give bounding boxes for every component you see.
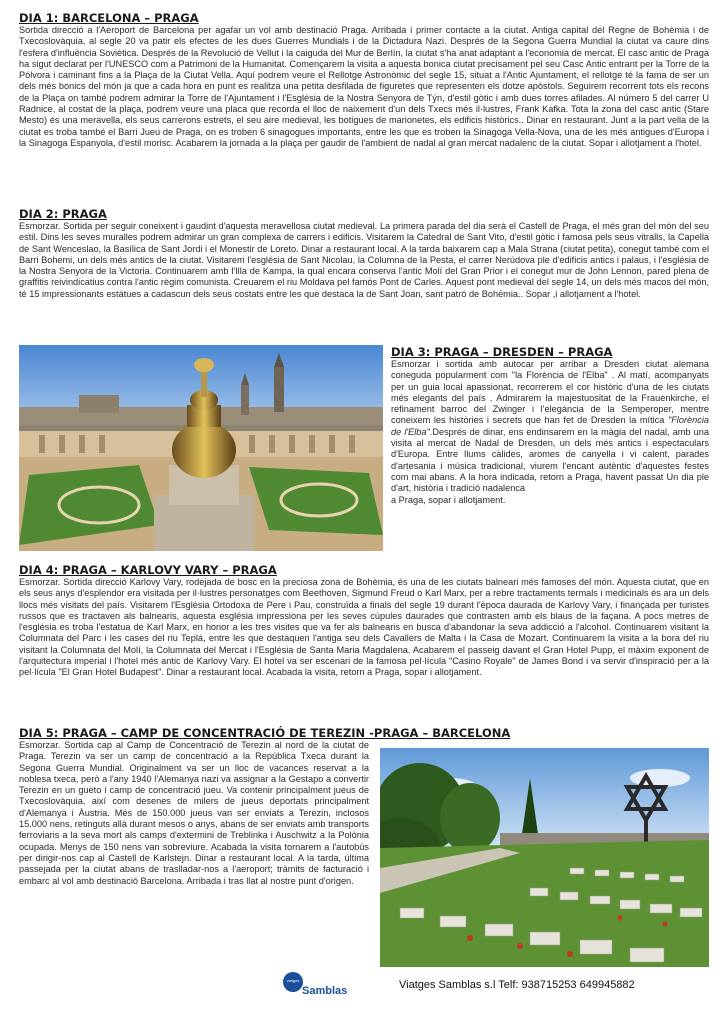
terezin-memorial-photo (380, 748, 709, 967)
day-1-text: Sortida direcció a l'Aeroport de Barcelona per agafar un vol amb destinació Praga. Arribada i primer contacte a la ciutat. Antiga capital del Regne de Bohèmia i de Txecoslovàquia, al segle 20 va patir els efectes de les dues Guerres Mundials i de la Dictadura Nazi. Després de la Segona Guerra Mundial la ciutat va caure dins l'esfera d'influència Soviètica. Després de la Revolució de Vellut i la caiguda del Mur de Berlín, la ciutat s'ha anat adaptant a l'economia de mercat. El casc antic de Praga ha sigut declarat per l'UNESCO com a Patrimoni de la Humanitat. Començarem la visita a aquesta bonica ciutat precisament pel seu Casc Antic entrant per la Torre de la Pólvora i caminant fins a la Plaça de la Ciutat Vella. Aquí podrem veure el Rellotge Astronòmic del segle 15, situat a l'Antic Ajuntament, el rellotge té la fama de ser un dels més bonics del món ja que a cada hora en punt es realitza una petita desfilada de figuretes que representen els dotze apòstols. Seguirem recorrent tots els recons de la Plaça on també podrem admirar la Torre de l'Ajuntament i l'Església de la Nostra Senyora de Týn, d'estil gòtic i amb dues torres afilades. Al número 5 del carrer U Radnice, al costat de la plaça, podrem veure una placa que recorda el lloc de naixement d'un dels Txecs més il·lustres, Frank Kafka. Tota la zona del casc antic (Stare Mesto) és una meravella, els seus carrerons estrets, el seu aire medieval, les botigues de marionetes, els edificis històrics.. Dinar en restaurant. Junt a la part vella de la ciutat es troba també el Barri Jueu de Praga, on es troben 6 sinagogues importants, entre les que es troben la Sinagoga Vella-Nova, una de les més antigues d'Europa i la Sinagoga Espanyola, d'estil morisc. Acabarem la jornada a la plaça per gaudir de l'ambient de nadal al gran mercat nadalenc de la ciutat. Sopar i allotjament a l'hotel. (19, 25, 709, 148)
day-2-title: DIA 2: PRAGA (19, 207, 107, 221)
day-4-text: Esmorzar. Sortida direcció Karlovy Vary, rodejada de bosc en la preciosa zona de Bohèmia, és una de les ciutats balneari més famoses del món. Aquesta ciutat, que en els seus anys d'esplendor era visitada per il·lustres personatges com Beethoven, Sigmund Freud o Karl Marx, per a rebre tractaments termals i medicinals és ara un dels llocs més visitats del país. Visitarem l'Església Ortodoxa de Pere i Pau, construïda a finals del segle 19 durant l'època daurada de Karlovy Vary, i finançada per turistes russos que es tractaven als balnearis, aquesta església impressiona per les seves cúpules daurades que contrasten amb els blaus de la façana. A pocs metres de l'església es troba l'estatua de Karl Marx, en honor a les tres visites que va fer als balnearis en busca d'abandonar la seva addicció a l'alcohol. Continuarem visitant la Columnata del Parc i les cases del riu Teplá, entre les que destaquen l'antiga seu dels Cavallers de Malta i la Casa de Mozart. Continuarem la visita a la bora del riu visitant la Columnata del Molí, la Columnata del Mercat i l'Església de Santa Maria Magdalena. Acabarem el passeig davant el Gran Hotel Pupp, el màxim exponent de l'arquitectura imperial i l'hotel més antic de Karlovy Vary. El hotel va ser escenari de la famosa pel·lícula "Casino Royale" de James Bond i va servir d'inspiració per a la pel·lícula "El Gran Hotel Budapest". Dinar a restaurant local. Acabada la visita, retorn a Praga, sopar i allotjament. (19, 577, 709, 678)
day-4-section (19, 563, 709, 679)
samblas-logo (282, 968, 352, 998)
samblas-logo-mark (282, 968, 352, 998)
day-3-section (391, 345, 709, 506)
day-4-title: DIA 4: PRAGA – KARLOVY VARY – PRAGA (19, 563, 277, 577)
day-3-text-emphasis: "Florència de l'Elba" (391, 415, 709, 437)
day-5-section (19, 726, 511, 887)
day-2-section (19, 207, 709, 300)
day-3-text-part-a: Esmorzar i sortida amb autocar per arribar a Dresden ciutat alemana coneguda popularment com "la Florència de l'Elba" . Al matí, acompanyats per un guia local apassionat, recorrerem el cor històric d'una de les ciutats més elegants del país . Admirarem la majestuositat de la Frauenkirche, el refinament barroc del Zwinger i l'elegància de la Semperoper, mentre coneixem les històries i secrets que han fet de Dresden la mítica (391, 359, 709, 426)
day-5-title: DIA 5: PRAGA – CAMP DE CONCENTRACIÓ DE TEREZIN -PRAGA – BARCELONA (19, 726, 511, 740)
day-3-text-closing: a Praga, sopar i allotjament. (391, 494, 506, 505)
footer-contact: Viatges Samblas s.l Telf: 938715253 649945882 (399, 979, 635, 991)
day-1-title: DIA 1: BARCELONA – PRAGA (19, 11, 199, 25)
logo-small-text: viatges (286, 978, 300, 983)
dresden-zwinger-illustration (19, 345, 383, 551)
day-3-title: DIA 3: PRAGA – DRESDEN – PRAGA (391, 345, 613, 359)
day-5-text: Esmorzar. Sortida cap al Camp de Concentració de Terezin al nord de la ciutat de Praga. Terezin va ser un camp de concentració a la República Txeca durant la Segona Guerra Mundial. Originalment va ser un lloc de vacances reservat a la noblesa txeca, però a l'any 1940 l'Alemanya nazi va assignar a la Gestapo a convertir Terezin en un gueto i camp de concentració jueu. Va contenir principalment jueus de Txecoslovàquia, així com desenes de milers de jueus deportats principalment d'Alemanya i Àustria. Més de 150.000 jueus van ser enviats a Terezin, inclosos 15.000 nens, retinguts allà durant mesos o anys, abans de ser enviats amb transports ferroviaris a la seva mort als camps d'extermini de Treblinka i Auschwitz a la Polònia ocupada. Menys de 150 nens van sobreviure. Acabada la visita tornarem a l'autobús per dirigir-nos cap al Castell de Karlstejn. Dinar a restaurant local. A la tarda, última passejada per la ciutat abans de traslladar-nos a l'aeroport; tràmits de facturació i embarc al vol amb destinació Barcelona. Arribada i tras llat al nostre punt d'origen. (19, 740, 369, 886)
day-3-text-part-b: .Després de dinar, ens endinsarem en la màgia del nadal, amb una visita al mercat de Nadal de Dresden, un dels més antics i espectaculars d'Europa. Entre llums càlides, aromes de canyella i vi calent, parades d'artesania i música tradicional, viurem l'encant autèntic d'aquestes festes com mai abans. A la hora indicada, retorn a Praga, havent passat Un dia ple d'art, història i tradició nadalenca (391, 426, 709, 494)
day-1-section (19, 11, 709, 149)
logo-brand-text: Samblas (302, 985, 348, 997)
day-3-text (391, 359, 709, 495)
dresden-zwinger-photo (19, 345, 383, 551)
day-2-text: Esmorzar. Sortida per seguir coneixent i gaudint d'aquesta meravellosa ciutat medieval. La primera parada del dia serà el Castell de Praga, el més gran del món del seu estil. Dins les seves muralles podrem admirar un gran complexa de carrers i edificis. Visitarem la Catedral de Sant Vito, d'estil gòtic i famosa pels seus vitralls, la Capella de Sant Wenceslao, la Basílica de Sant Jordi i el Monestir de Loreto. Dinar a restaurant local. A la tarda baixarem cap a Mala Strana (ciutat petita), conegut també com el Barri Bohemi, un dels més antics de la ciutat. Visitarem l'església de Sant Nicolau, la Columna de la Pesta, el carrer Nerúdova ple d'edificis antics i palaus, i l'església de la Nostra Senyora de la Victoria. Continuarem amb l'Illa de Kampa, la qual encara conserva l'antic Molí del Gran Prior i el conegut mur de John Lennon, pared plena de graffitis reivindicatius contra l'antic règim comunista. Creuarem el riu Moldava pel famós Pont de Carles. Aquest pont medieval del segle 14, un dels més macos del món, té 15 impressionants estàtues a cadascun dels seus costats entre les que destaca la de Sant Joan, sant patró de Bohèmia.. Sopar ,i allotjament a l'hotel. (19, 221, 709, 299)
terezin-cemetery-illustration (380, 748, 709, 967)
